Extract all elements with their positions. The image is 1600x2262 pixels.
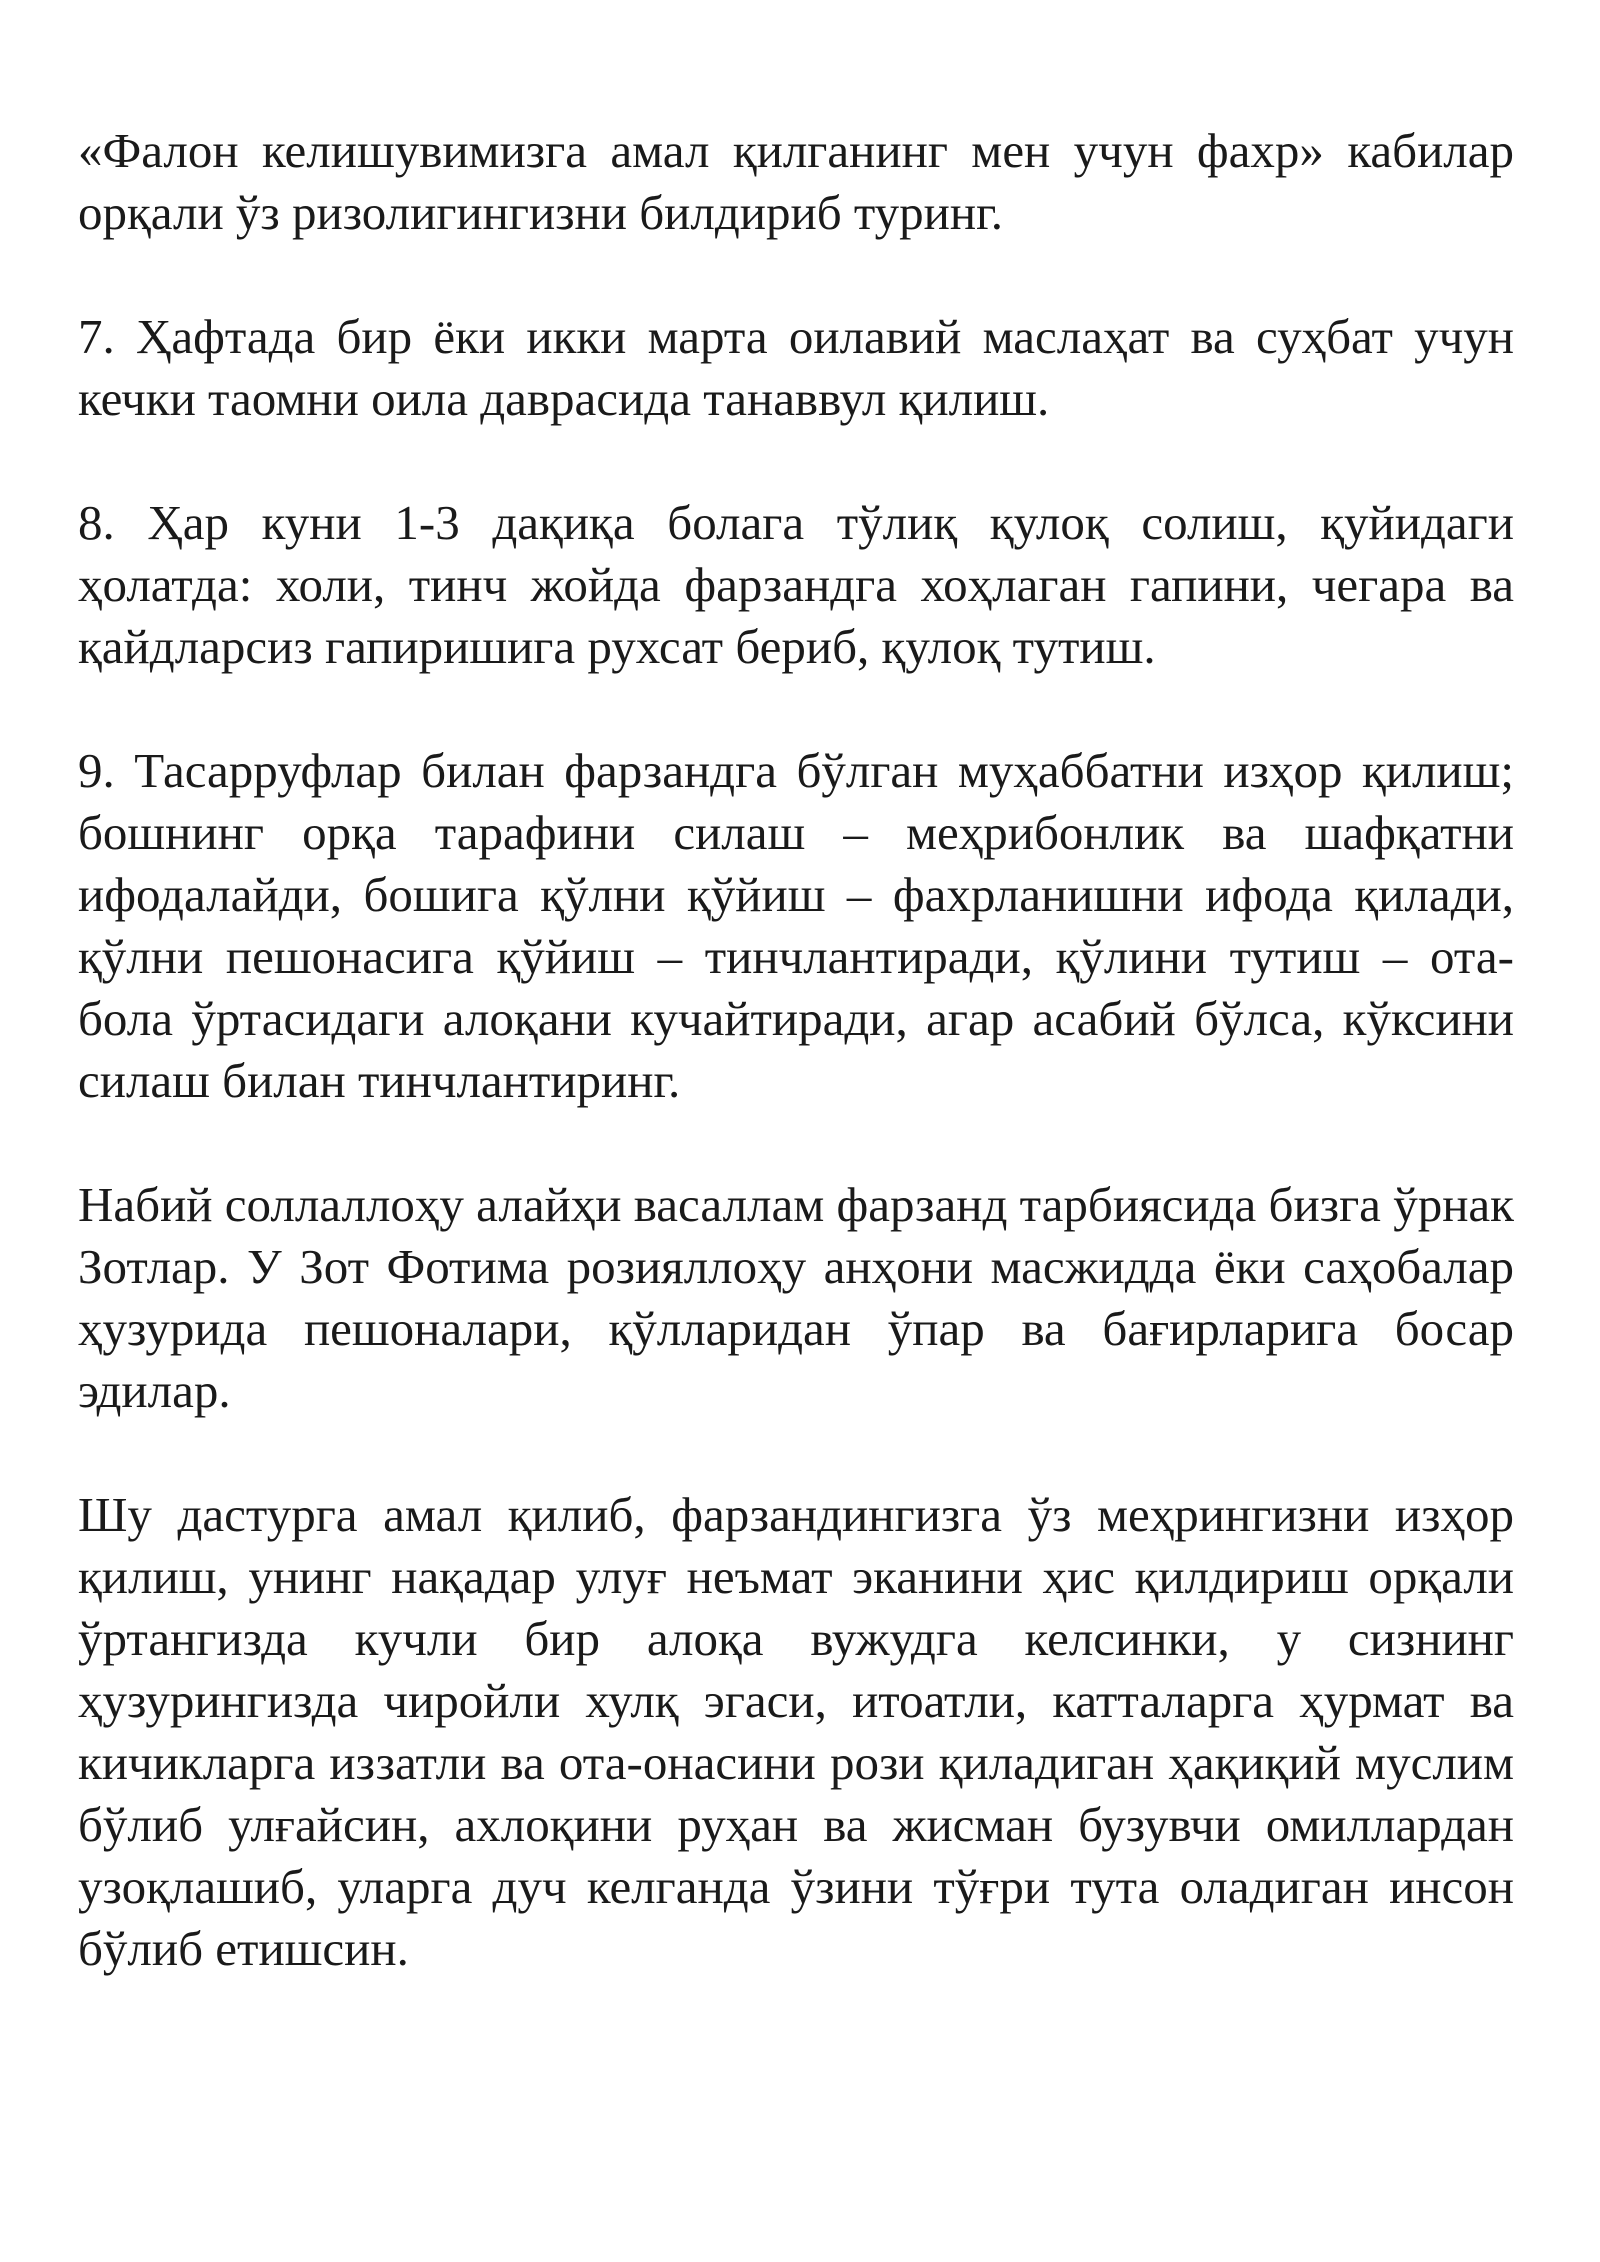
paragraph-approval: «Фалон келишувимизга амал қилганинг мен учун фахр» кабилар орқали ўз ризолигингизни билдириб туринг.: [78, 123, 1514, 240]
paragraph-item-8: 8. Ҳар куни 1-3 дақиқа болага тўлиқ қулоқ солиш, қуйидаги ҳолатда: холи, тинч жойда фарзандга хоҳлаган гапини, чегара ва қайдларсиз гапиришига рухсат бериб, қулоқ тутиш.: [78, 495, 1514, 674]
paragraph-item-9: 9. Тасарруфлар билан фарзандга бўлган муҳаббатни изҳор қилиш; бошнинг орқа тарафини силаш – меҳрибонлик ва шафқатни ифодалайди, бошига қўлни қўйиш – фахрланишни ифода қилади, қўлни пешонасига қўйиш – тинчлантиради, қўлини тутиш – ота-бола ўртасидаги алоқани кучайтиради, агар асабий бўлса, кўксини силаш билан тинчлантиринг.: [78, 743, 1514, 1108]
paragraph-conclusion: Шу дастурга амал қилиб, фарзандингизга ўз меҳрингизни изҳор қилиш, унинг нақадар улуғ неъмат эканини ҳис қилдириш орқали ўртангизда кучли бир алоқа вужудга келсинки, у сизнинг ҳузурингизда чиройли хулқ эгаси, итоатли, катталарга ҳурмат ва кичикларга иззатли ва ота-онасини рози қиладиган ҳақиқий муслим бўлиб улғайсин, ахлоқини руҳан ва жисман бузувчи омиллардан узоқлашиб, уларга дуч келганда ўзини тўғри тута оладиган инсон бўлиб етишсин.: [78, 1487, 1514, 1976]
paragraph-prophet-example: Набий соллаллоҳу алайҳи васаллам фарзанд тарбиясида бизга ўрнак Зотлар. У Зот Фотима розияллоҳу анҳони масжидда ёки саҳобалар ҳузурида пешоналари, қўлларидан ўпар ва бағирларига босар эдилар.: [78, 1177, 1514, 1418]
paragraph-item-7: 7. Ҳафтада бир ёки икки марта оилавий маслаҳат ва суҳбат учун кечки таомни оила даврасида танаввул қилиш.: [78, 309, 1514, 426]
document-body: [78, 120, 1514, 1980]
